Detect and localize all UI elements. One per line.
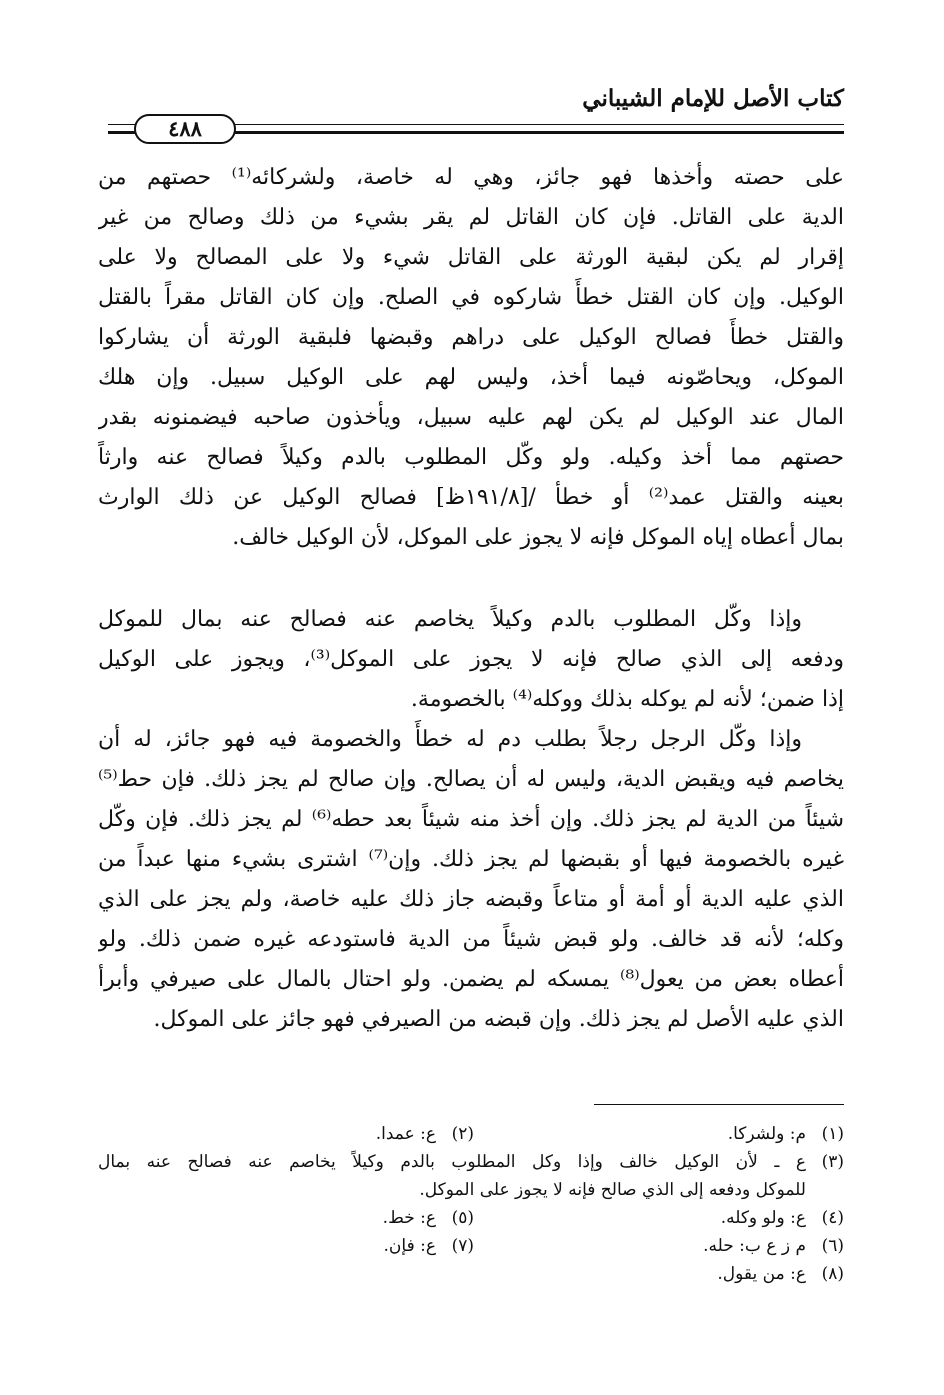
footnote-row — [98, 1260, 844, 1288]
text-line: على حصته وأخذها فهو جائز، وهي له خاصة، ولشركائه⁽¹⁾ حصتهم من — [98, 165, 844, 190]
footnote-number: (٧) — [451, 1236, 474, 1256]
footnote-number: (٣) — [821, 1152, 844, 1172]
footnote-7 — [104, 1232, 474, 1260]
footnote-text: ع: من يقول. — [717, 1264, 806, 1284]
text-line: إقرار لم يكن لبقية الورثة على القاتل شيء ولا على المصالح ولا على — [98, 245, 844, 270]
footnote-row — [98, 1120, 844, 1148]
text-line: حصتهم مما أخذ وكيله. ولو وكّل المطلوب بالدم وكيلاً فصالح عنه وارثاً — [98, 445, 844, 470]
body-paragraph-1 — [98, 158, 844, 558]
footnote-text: م: ولشركا. — [727, 1124, 806, 1144]
text-line: الذي عليه الأصل لم يجز ذلك. وإن قبضه من الصيرفي فهو جائز على الموكل. — [153, 1007, 844, 1032]
footnote-text: م ز ع ب: حله. — [703, 1236, 806, 1256]
text-line: الوكيل. وإن كان القتل خطأً شاركوه في الصلح. وإن كان القاتل مقراً بالقتل — [98, 285, 844, 310]
footnote-number: (٥) — [451, 1208, 474, 1228]
footnote-3 — [98, 1148, 844, 1176]
footnote-text: ع ـ لأن الوكيل خالف وإذا وكل المطلوب بالدم وكيلاً يخاصم عنه فصالح عنه بمال — [98, 1152, 806, 1172]
text-line: الموكل، ويحاصّونه فيما أخذ، وليس لهم على الوكيل سبيل. وإن هلك — [98, 365, 844, 390]
text-line: أعطاه بعض من يعول⁽⁸⁾ يمسكه لم يضمن. ولو احتال بالمال على صيرفي وأبرأ — [98, 967, 844, 992]
footnote-number: (١) — [821, 1124, 844, 1144]
text-line: بمال أعطاه إياه الموكل فإنه لا يجوز على الموكل، لأن الوكيل خالف. — [232, 525, 844, 550]
footnote-row — [98, 1232, 844, 1260]
footnote-separator — [594, 1104, 844, 1105]
footnotes — [98, 1120, 844, 1288]
text-line: شيئاً من الدية لم يجز ذلك. وإن أخذ منه شيئاً بعد حطه⁽⁶⁾ لم يجز ذلك. فإن وكّل — [98, 807, 844, 832]
footnote-number: (٢) — [451, 1124, 474, 1144]
footnote-1 — [474, 1120, 844, 1148]
footnote-6 — [474, 1232, 844, 1260]
text-line: الدية على القاتل. فإن كان القاتل لم يقر بشيء من ذلك وصالح من غير — [98, 205, 844, 230]
footnote-row — [98, 1176, 844, 1204]
footnote-number: (٦) — [821, 1236, 844, 1256]
text-line: بعينه والقتل عمد⁽²⁾ أو خطأ /[١٩١/٨ظ] فصالح الوكيل عن ذلك الوارث — [98, 485, 844, 510]
footnote-row — [98, 1148, 844, 1176]
running-title: كتاب الأصل للإمام الشيباني — [582, 85, 844, 112]
footnote-8 — [474, 1260, 844, 1288]
footnote-text: ع: فإن. — [383, 1236, 436, 1256]
text-line: الذي عليه الدية أو أمة أو متاعاً وقبضه جاز ذلك عليه خاصة، ولم يجز على الذي — [98, 887, 844, 912]
footnote-2 — [104, 1120, 474, 1148]
text-line: إذا ضمن؛ لأنه لم يوكله بذلك ووكله⁽⁴⁾ بالخصومة. — [410, 687, 844, 712]
text-line: المال عند الوكيل لم يكن لهم عليه سبيل، ويأخذون صاحبه فيضمنونه بقدر — [98, 405, 844, 430]
body-paragraph-2 — [98, 600, 844, 720]
text-line: غيره بالخصومة فيها أو بقبضها لم يجز ذلك. وإن⁽⁷⁾ اشترى بشيء منها عبداً من — [98, 847, 844, 872]
footnote-5 — [104, 1204, 474, 1232]
text-line: يخاصم فيه ويقبض الدية، وليس له أن يصالح. وإن صالح لم يجز ذلك. فإن حط⁽⁵⁾ — [98, 767, 844, 792]
footnote-text-continued: للموكل ودفعه إلى الذي صالح فإنه لا يجوز على الموكل. — [419, 1180, 806, 1200]
text-line: والقتل خطأً فصالح الوكيل على دراهم وقبضها فلبقية الورثة أن يشاركوا — [98, 325, 844, 350]
footnote-row — [98, 1204, 844, 1232]
text-line: ودفعه إلى الذي صالح فإنه لا يجوز على الموكل⁽³⁾، ويجوز على الوكيل — [98, 647, 844, 672]
footnote-text: ع: عمدا. — [375, 1124, 436, 1144]
footnote-text: ع: خط. — [382, 1208, 436, 1228]
text-line: وكله؛ لأنه قد خالف. ولو قبض شيئاً من الدية فاستودعه غيره ضمن ذلك. ولو — [98, 927, 844, 952]
text-line: وإذا وكّل المطلوب بالدم وكيلاً يخاصم عنه فصالح عنه بمال للموكل — [98, 607, 802, 632]
footnote-number: (٤) — [821, 1208, 844, 1228]
body-paragraph-3 — [98, 720, 844, 1040]
text-line: وإذا وكّل الرجل رجلاً بطلب دم له خطأً والخصومة فيه فهو جائز، له أن — [98, 727, 802, 752]
footnote-number: (٨) — [821, 1264, 844, 1284]
footnote-4 — [474, 1204, 844, 1232]
footnote-text: ع: ولو وكله. — [720, 1208, 806, 1228]
page-number: ٤٨٨ — [134, 114, 236, 144]
